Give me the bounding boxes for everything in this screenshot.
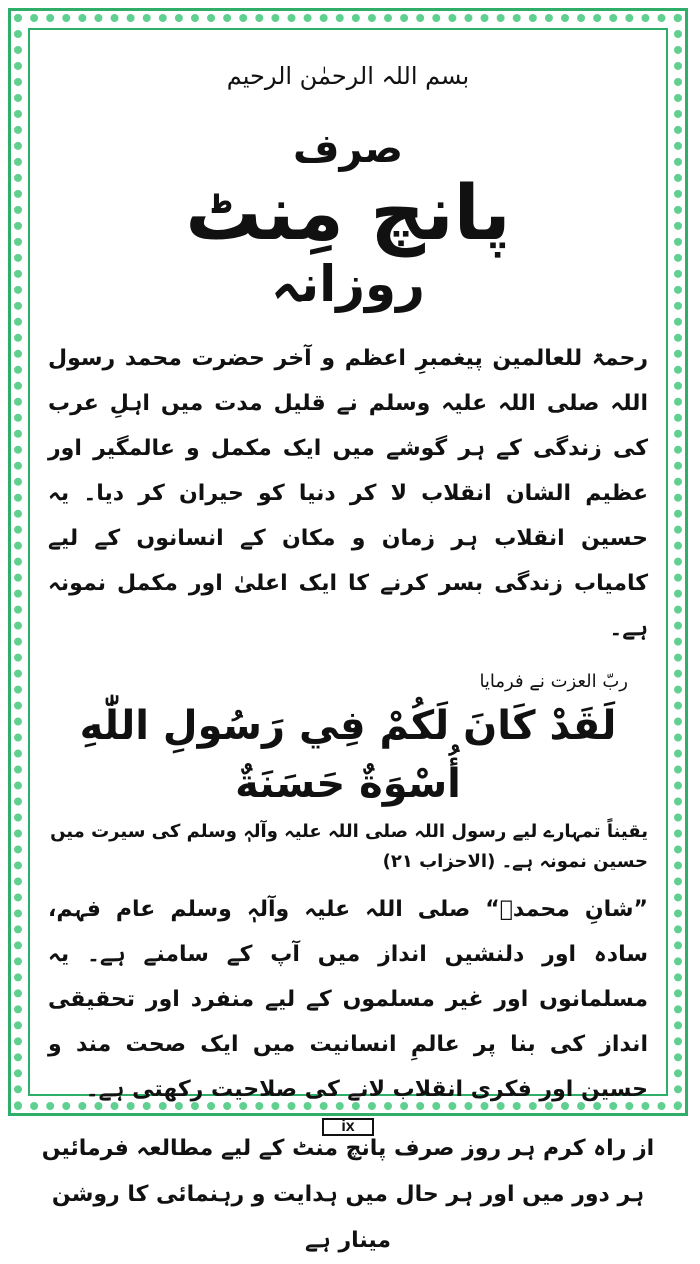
page-title: پانچ مِنٹ — [185, 168, 511, 257]
quran-ayah: لَقَدْ كَانَ لَكُمْ فِي رَسُولِ اللّٰهِ أُسْوَةٌ حَسَنَةٌ — [79, 703, 617, 807]
page-number: ix — [322, 1118, 374, 1136]
bismillah: بسم اللہ الرحمٰن الرحیم — [226, 62, 470, 90]
closing-line-1: از راہ کرم ہر روز صرف پانچ منٹ کے لیے مطالعہ فرمائیں — [41, 1136, 655, 1161]
ayah-intro: ربّ العزت نے فرمایا — [479, 671, 628, 692]
title-top: صرف — [293, 126, 403, 172]
paragraph-intro: رحمۃ للعالمین پیغمبرِ اعظم و آخر حضرت محمد رسول اللہ صلی اللہ علیہ وسلم نے قلیل مدت میں اہلِ عرب کی زندگی کے ہر گوشے میں ایک مکمل و عالمگیر اور عظیم الشان انقلاب لا کر دنیا کو حیران کر دیا۔ یہ حسین انقلاب ہر زمان و مکان کے انسانوں کے لیے کامیاب زندگی بسر کرنے کا ایک اعلیٰ اور مکمل نمونہ ہے۔ — [48, 346, 648, 641]
closing-line-2: ہر دور میں اور ہر حال میں ہدایت و رہنمائی کا روشن مینار ہے — [51, 1182, 645, 1253]
ayah-translation: یقیناً تمہارے لیے رسول اللہ صلی اللہ علیہ وآلہٖ وسلم کی سیرت میں حسین نمونہ ہے۔ (الاحزاب ۲۱) — [50, 821, 648, 872]
title-bottom: روزانہ — [271, 255, 425, 313]
paragraph-book-description: ”شانِ محمدؐ“ صلی اللہ علیہ وآلہٖ وسلم عام فہم، سادہ اور دلنشیں انداز میں آپ کے سامنے ہے۔ یہ مسلمانوں اور غیر مسلموں کے لیے منفرد اور تحقیقی انداز کی بنا پر عالمِ انسانیت میں ایک صحت مند و حسین اور فکری انقلاب لانے کی صلاحیت رکھتی ہے۔ — [48, 897, 648, 1102]
